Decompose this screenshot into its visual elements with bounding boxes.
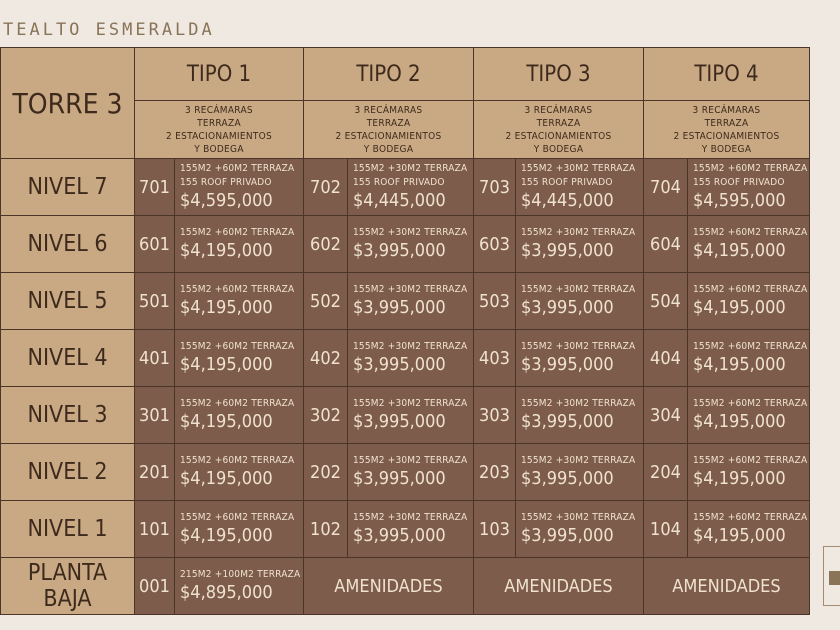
- unit-number: 502: [304, 273, 348, 330]
- unit-spec: 155M2 +30M2 TERRAZA: [521, 341, 636, 352]
- unit-number: 203: [474, 444, 516, 501]
- tipo-description: [304, 101, 474, 159]
- unit-number: 204: [644, 444, 688, 501]
- unit-price: $4,595,000: [693, 190, 786, 211]
- unit-price: $3,995,000: [521, 297, 614, 318]
- unit-spec: 155 ROOF PRIVADO: [180, 177, 272, 188]
- tipo-header: TIPO 2: [304, 48, 474, 101]
- unit-spec: 155 ROOF PRIVADO: [353, 177, 445, 188]
- unit-info: [348, 444, 474, 501]
- description-line: Y BODEGA: [701, 143, 752, 155]
- unit-price: $4,895,000: [180, 582, 273, 603]
- unit-number: 501: [135, 273, 175, 330]
- unit-spec: 155M2 +30M2 TERRAZA: [353, 398, 468, 409]
- unit-number: 403: [474, 330, 516, 387]
- unit-number: 101: [135, 501, 175, 558]
- unit-info: [688, 501, 810, 558]
- unit-info: [688, 159, 810, 216]
- description-line: 2 ESTACIONAMIENTOS: [505, 130, 612, 142]
- description-line: Y BODEGA: [194, 143, 244, 155]
- planta-baja-row: [1, 558, 810, 615]
- description-line: 3 RECÁMARAS: [185, 104, 253, 116]
- unit-price: $4,445,000: [521, 190, 614, 211]
- unit-info: [348, 501, 474, 558]
- unit-number: 404: [644, 330, 688, 387]
- unit-spec: 155M2 +60M2 TERRAZA: [180, 163, 295, 174]
- unit-spec: 155M2 +60M2 TERRAZA: [180, 227, 295, 238]
- level-row: [1, 501, 810, 558]
- unit-number: 704: [644, 159, 688, 216]
- unit-price: $4,195,000: [693, 468, 786, 489]
- level-label: NIVEL 5: [1, 273, 135, 330]
- unit-info: [175, 159, 304, 216]
- unit-info: [348, 273, 474, 330]
- unit-info: [516, 501, 644, 558]
- level-row: [1, 216, 810, 273]
- unit-number: 701: [135, 159, 175, 216]
- description-line: TERRAZA: [197, 117, 241, 129]
- description-line: 3 RECÁMARAS: [524, 104, 593, 116]
- description-line: 3 RECÁMARAS: [692, 104, 761, 116]
- description-line: TERRAZA: [366, 117, 411, 129]
- level-row: [1, 444, 810, 501]
- unit-info: [175, 330, 304, 387]
- unit-spec: 155M2 +30M2 TERRAZA: [521, 455, 636, 466]
- unit-info: [175, 501, 304, 558]
- unit-spec: 155M2 +30M2 TERRAZA: [521, 512, 636, 523]
- unit-number: 103: [474, 501, 516, 558]
- unit-price: $4,195,000: [693, 411, 786, 432]
- unit-price: $3,995,000: [353, 525, 446, 546]
- brand-title: TEALTO ESMERALDA: [3, 20, 215, 40]
- unit-number: 202: [304, 444, 348, 501]
- amenidades-cell: AMENIDADES: [474, 558, 644, 615]
- unit-price: $3,995,000: [521, 240, 614, 261]
- unit-info: [516, 330, 644, 387]
- unit-info: [175, 444, 304, 501]
- unit-number: 302: [304, 387, 348, 444]
- unit-spec: 155M2 +60M2 TERRAZA: [180, 284, 295, 295]
- unit-price: $3,995,000: [521, 525, 614, 546]
- unit-number: 604: [644, 216, 688, 273]
- unit-spec: 155M2 +60M2 TERRAZA: [180, 455, 295, 466]
- description-line: 2 ESTACIONAMIENTOS: [165, 130, 273, 142]
- unit-number: 503: [474, 273, 516, 330]
- unit-info: [688, 216, 810, 273]
- unit-info: [175, 216, 304, 273]
- level-row: [1, 273, 810, 330]
- unit-price: $4,195,000: [180, 297, 273, 318]
- unit-info: [688, 444, 810, 501]
- unit-spec: 155 ROOF PRIVADO: [521, 177, 613, 188]
- description-line: TERRAZA: [704, 117, 749, 129]
- unit-spec: 155M2 +30M2 TERRAZA: [521, 398, 636, 409]
- unit-price: $4,195,000: [693, 525, 786, 546]
- unit-spec: 155M2 +60M2 TERRAZA: [180, 398, 295, 409]
- tipo-header: TIPO 3: [474, 48, 644, 101]
- unit-price: $4,195,000: [693, 240, 786, 261]
- unit-spec: 155M2 +30M2 TERRAZA: [521, 284, 636, 295]
- unit-spec: 155M2 +30M2 TERRAZA: [353, 341, 468, 352]
- unit-spec: 155M2 +60M2 TERRAZA: [693, 398, 808, 409]
- level-label: NIVEL 2: [1, 444, 135, 501]
- unit-spec: 155M2 +60M2 TERRAZA: [180, 512, 295, 523]
- level-label: NIVEL 7: [1, 159, 135, 216]
- unit-price: $3,995,000: [521, 354, 614, 375]
- unit-price: $3,995,000: [521, 411, 614, 432]
- unit-price: $3,995,000: [353, 240, 446, 261]
- unit-info: [516, 159, 644, 216]
- description-line: Y BODEGA: [533, 143, 584, 155]
- amenidades-cell: AMENIDADES: [304, 558, 474, 615]
- level-row: [1, 387, 810, 444]
- level-label: PLANTA BAJA: [1, 558, 135, 615]
- unit-spec: 155M2 +30M2 TERRAZA: [353, 163, 468, 174]
- unit-number: 102: [304, 501, 348, 558]
- unit-price: $4,195,000: [693, 354, 786, 375]
- unit-spec: 155M2 +60M2 TERRAZA: [693, 227, 808, 238]
- amenidades-cell: AMENIDADES: [644, 558, 810, 615]
- unit-price: $4,195,000: [180, 240, 273, 261]
- level-label: NIVEL 3: [1, 387, 135, 444]
- unit-number: 504: [644, 273, 688, 330]
- tipo-description: [644, 101, 810, 159]
- unit-spec: 155M2 +60M2 TERRAZA: [693, 512, 808, 523]
- unit-price: $4,195,000: [693, 297, 786, 318]
- unit-spec: 215M2 +100M2 TERRAZA: [180, 569, 301, 580]
- tipo-header: TIPO 1: [135, 48, 304, 101]
- unit-info: [348, 216, 474, 273]
- unit-info: [348, 387, 474, 444]
- description-line: Y BODEGA: [363, 143, 414, 155]
- unit-info: [516, 216, 644, 273]
- unit-number: 402: [304, 330, 348, 387]
- level-label: NIVEL 4: [1, 330, 135, 387]
- unit-price: $3,995,000: [353, 354, 446, 375]
- unit-info: [688, 387, 810, 444]
- unit-spec: 155M2 +30M2 TERRAZA: [353, 455, 468, 466]
- unit-spec: 155M2 +30M2 TERRAZA: [521, 227, 636, 238]
- unit-price: $3,995,000: [353, 468, 446, 489]
- unit-spec: 155M2 +60M2 TERRAZA: [693, 455, 808, 466]
- unit-price: $4,195,000: [180, 525, 273, 546]
- unit-price: $3,995,000: [353, 411, 446, 432]
- description-line: 2 ESTACIONAMIENTOS: [673, 130, 780, 142]
- level-label: NIVEL 1: [1, 501, 135, 558]
- unit-price: $4,195,000: [180, 354, 273, 375]
- unit-spec: 155M2 +60M2 TERRAZA: [693, 284, 808, 295]
- unit-price: $3,995,000: [353, 297, 446, 318]
- tipo-header: TIPO 4: [644, 48, 810, 101]
- price-table: [0, 47, 810, 615]
- description-line: 2 ESTACIONAMIENTOS: [335, 130, 442, 142]
- corner-logo-icon: [823, 546, 840, 606]
- unit-price: $4,195,000: [180, 411, 273, 432]
- unit-spec: 155M2 +60M2 TERRAZA: [693, 163, 808, 174]
- unit-spec: 155M2 +30M2 TERRAZA: [353, 512, 468, 523]
- unit-number: 702: [304, 159, 348, 216]
- unit-spec: 155 ROOF PRIVADO: [693, 177, 785, 188]
- unit-number: 603: [474, 216, 516, 273]
- torre-header: TORRE 3: [1, 48, 135, 159]
- unit-number: 601: [135, 216, 175, 273]
- tipo-description: [474, 101, 644, 159]
- unit-info: [516, 273, 644, 330]
- unit-number: 201: [135, 444, 175, 501]
- unit-number: 301: [135, 387, 175, 444]
- unit-number: 303: [474, 387, 516, 444]
- unit-number: 304: [644, 387, 688, 444]
- description-line: TERRAZA: [536, 117, 581, 129]
- unit-price: $4,595,000: [180, 190, 273, 211]
- unit-spec: 155M2 +60M2 TERRAZA: [693, 341, 808, 352]
- unit-info: [348, 159, 474, 216]
- level-row: [1, 330, 810, 387]
- unit-info: [516, 444, 644, 501]
- tipo-description: [135, 101, 304, 159]
- unit-info: [688, 273, 810, 330]
- level-row: [1, 159, 810, 216]
- unit-price: $4,445,000: [353, 190, 446, 211]
- level-label: NIVEL 6: [1, 216, 135, 273]
- unit-number: 401: [135, 330, 175, 387]
- unit-spec: 155M2 +30M2 TERRAZA: [353, 227, 468, 238]
- unit-number: 104: [644, 501, 688, 558]
- unit-number: 001: [135, 558, 175, 615]
- description-line: 3 RECÁMARAS: [354, 104, 423, 116]
- unit-price: $3,995,000: [521, 468, 614, 489]
- unit-info: [516, 387, 644, 444]
- header-row: [1, 48, 810, 101]
- unit-info: [348, 330, 474, 387]
- unit-info: [175, 387, 304, 444]
- unit-spec: 155M2 +60M2 TERRAZA: [180, 341, 295, 352]
- unit-spec: 155M2 +30M2 TERRAZA: [521, 163, 636, 174]
- unit-info: [175, 273, 304, 330]
- unit-number: 703: [474, 159, 516, 216]
- unit-price: $4,195,000: [180, 468, 273, 489]
- unit-number: 602: [304, 216, 348, 273]
- unit-spec: 155M2 +30M2 TERRAZA: [353, 284, 468, 295]
- unit-info: [688, 330, 810, 387]
- unit-info: [175, 558, 304, 615]
